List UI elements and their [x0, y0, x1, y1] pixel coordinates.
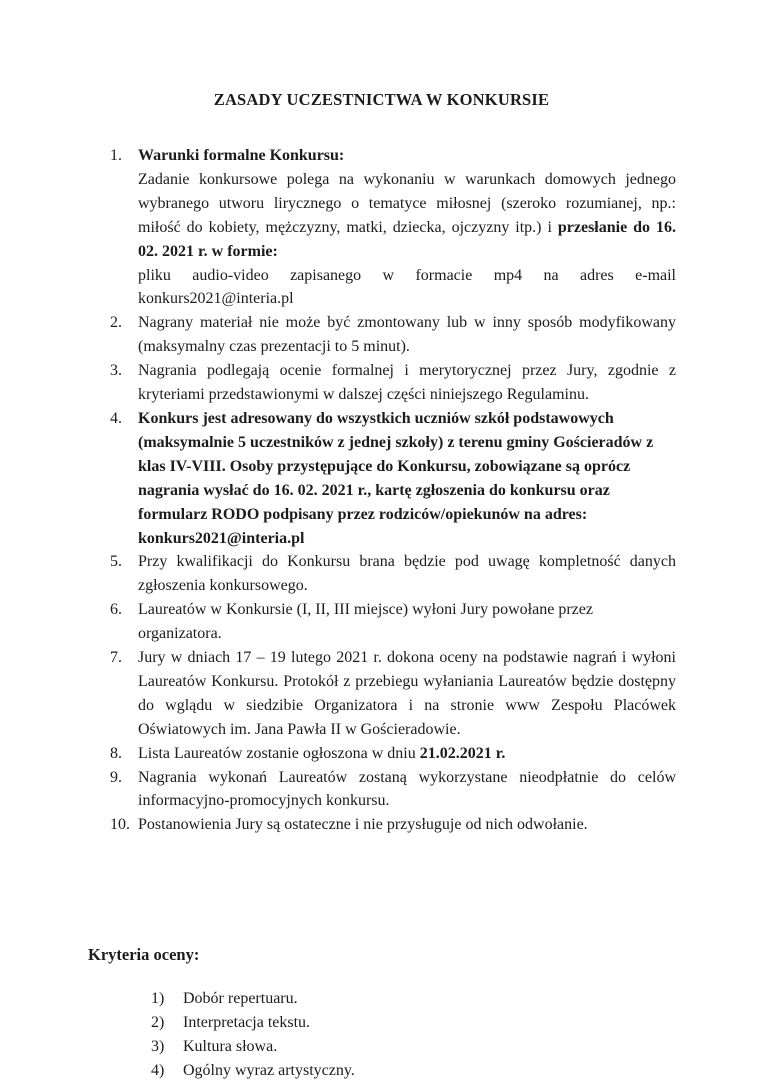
rule-item [110, 144, 676, 311]
criterion-item [151, 1059, 763, 1080]
criterion-text: Interpretacja tekstu. [183, 1014, 311, 1032]
criterion-text: Dobór repertuaru. [183, 990, 298, 1008]
rule-item [110, 742, 676, 766]
criterion-text: Kultura słowa. [183, 1038, 278, 1056]
rule-text [138, 769, 676, 810]
rule-text [138, 314, 676, 355]
rule-number: 9. [110, 768, 122, 786]
rule-item [110, 407, 676, 550]
rule-text-segment: Zadanie konkursowe polega na wykonaniu w warunkach domowych jednego wybranego utworu lirycznego o tematyce miłosnej (szeroko rozumianej, np.: miłość do kobiety, mężczyzny, matki, dziecka, ojczyzny itp.) i [138, 170, 676, 236]
rule-text-bold-segment: Warunki formalne Konkursu: [138, 147, 345, 164]
rule-text-segment: Lista Laureatów zostanie ogłoszona w dniu [138, 744, 420, 762]
rule-text-bold-segment: 21.02.2021 r. [419, 744, 506, 762]
rule-number: 10. [110, 816, 130, 834]
rule-text-segment: Jury w dniach 17 – 19 lutego 2021 r. dokona oceny na podstawie nagrań i wyłoni Laureatów Konkursu. Protokół z przebiegu wyłaniania Laureatów będzie dostępny do wglądu w siedzibie Organizatora i na stronie www Zespołu Placówek Oświatowych im. Jana Pawła II w Gościeradowie. [138, 649, 676, 738]
document-title: ZASADY UCZESTNICTWA W KONKURSIE [213, 90, 550, 109]
rule-text-segment: Postanowienia Jury są ostateczne i nie przysługuje od nich odwołanie. [138, 816, 588, 834]
rule-item [110, 646, 676, 742]
rule-text-segment: Nagrany materiał nie może być zmontowany lub w inny sposób modyfikowany (maksymalny czas prezentacji to 5 minut). [138, 314, 676, 356]
criterion-number: 1) [151, 990, 165, 1008]
criterion-item [151, 1011, 763, 1035]
rule-text-bold-segment: Konkurs jest adresowany do wszystkich uczniów szkół podstawowych (maksymalnie 5 uczestników z jednej szkoły) z terenu gminy Gościeradów z klas IV-VIII. Osoby przystępujące do Konkursu, zobowiązane są oprócz nagrania wysłać do 16. 02. 2021 r., kartę zgłoszenia do konkursu oraz formularz RODO podpisany przez rodziców/opiekunów na adres: konkurs2021@interia.pl [138, 409, 654, 547]
criterion-number: 3) [151, 1038, 165, 1056]
rules-list [110, 144, 676, 837]
rule-number: 2. [110, 314, 122, 332]
rule-text-segment: pliku audio-video zapisanego w formacie mp4 na adres e-mail konkurs2021@interia.pl [138, 266, 676, 308]
rule-item [110, 550, 676, 598]
criterion-number: 4) [151, 1062, 165, 1079]
criteria-heading: Kryteria oceny: [88, 945, 200, 965]
rule-text-segment: Przy kwalifikacji do Konkursu brana będzie pod uwagę kompletność danych zgłoszenia konkursowego. [138, 553, 676, 595]
rule-text [138, 147, 676, 307]
criterion-number: 2) [151, 1014, 165, 1032]
rule-text-bold-segment: przesłanie do 16. 02. 2021 r. w formie: [138, 218, 677, 260]
rule-text-segment: Nagrania podlegają ocenie formalnej i merytorycznej przez Jury, zgodnie z kryteriami przedstawionymi w dalszej części niniejszego Regulaminu. [138, 362, 676, 404]
rule-number: 4. [110, 409, 122, 427]
rule-number: 3. [110, 362, 122, 380]
rule-number: 6. [110, 601, 122, 619]
rule-text [138, 745, 505, 762]
rule-text [138, 816, 588, 833]
criterion-item [151, 1035, 763, 1059]
rule-text-segment: Laureatów w Konkursie (I, II, III miejsce) wyłoni Jury powołane przez organizatora. [138, 601, 593, 643]
criterion-item [151, 987, 763, 1011]
rule-item [110, 813, 676, 837]
criterion-text: Ogólny wyraz artystyczny. [183, 1062, 355, 1079]
rule-item [110, 598, 676, 646]
rule-item [110, 359, 676, 407]
criteria-list [151, 987, 763, 1080]
rule-text [138, 362, 676, 403]
rule-item [110, 766, 676, 814]
rule-text [138, 649, 676, 738]
rule-number: 8. [110, 744, 122, 762]
rule-text [138, 410, 653, 547]
rule-number: 1. [110, 147, 122, 164]
rule-text [138, 601, 593, 642]
rule-number: 7. [110, 649, 122, 667]
rule-item [110, 311, 676, 359]
rule-number: 5. [110, 553, 122, 571]
rule-text-segment: Nagrania wykonań Laureatów zostaną wykorzystane nieodpłatnie do celów informacyjno-promocyjnych konkursu. [138, 768, 676, 810]
rule-text [138, 553, 676, 594]
